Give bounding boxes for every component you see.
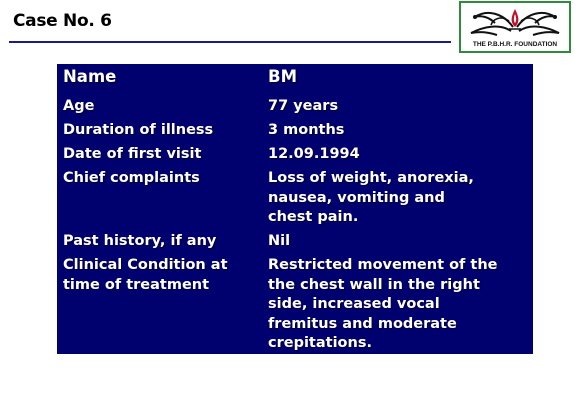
row-label: Clinical Condition at time of treatment (63, 257, 228, 293)
foundation-logo (459, 1, 571, 53)
header-label: Name (63, 67, 117, 86)
row-value: 3 months (268, 122, 345, 138)
row-label: Age (63, 98, 95, 114)
row-label: Duration of illness (63, 122, 214, 138)
row-value: 12.09.1994 (268, 146, 360, 162)
header-value: BM (268, 67, 297, 86)
title-divider (9, 41, 451, 43)
logo-caption: THE P.B.H.R. FOUNDATION (472, 41, 558, 48)
row-value: Restricted movement of the the chest wall in the right side, increased vocal fremitus and moderate crepitations. (268, 257, 498, 351)
row-value: 77 years (268, 98, 339, 114)
row-label: Date of first visit (63, 146, 202, 162)
case-details-table (57, 64, 533, 354)
row-label: Past history, if any (63, 233, 217, 249)
row-value: Loss of weight, anorexia, nausea, vomiting and chest pain. (268, 170, 474, 225)
row-value: Nil (268, 233, 291, 249)
page-title: Case No. 6 (13, 11, 112, 31)
row-label: Chief complaints (63, 170, 200, 186)
ornamental-emblem-icon (467, 5, 563, 39)
